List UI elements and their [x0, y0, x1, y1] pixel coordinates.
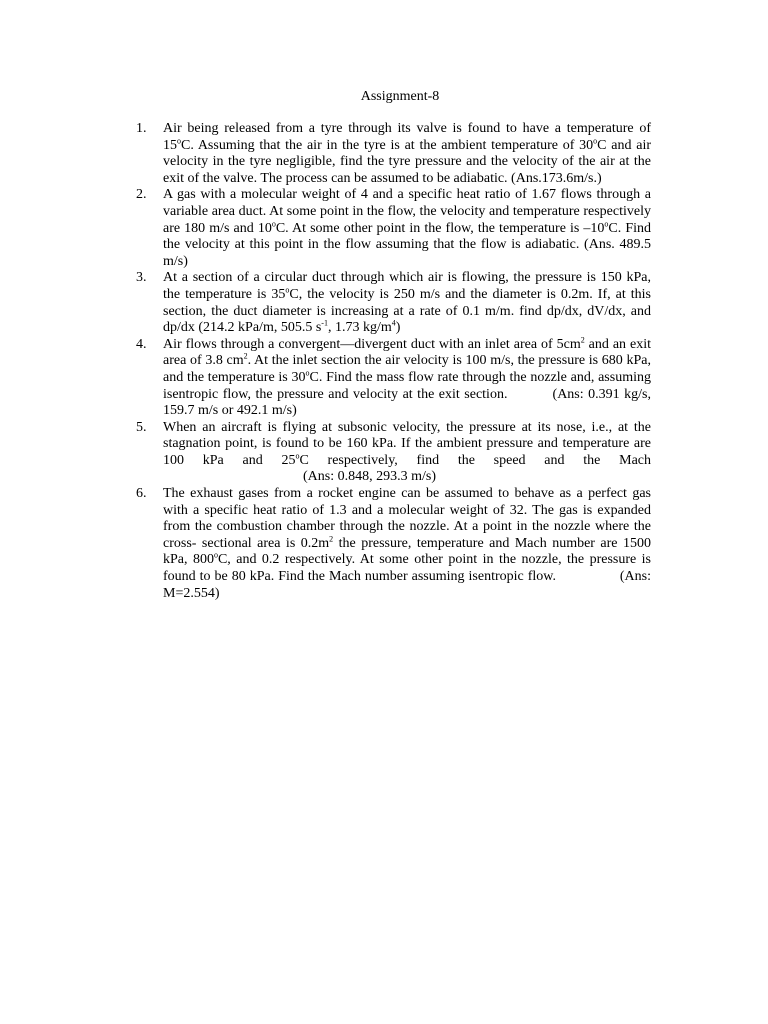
problem-item-6 — [136, 486, 651, 602]
superscript: o — [177, 135, 181, 145]
superscript: -1 — [321, 318, 328, 328]
answer-text: (Ans: 0.848, 293.3 m/s) — [303, 469, 436, 485]
problem-text: When an aircraft is flying at subsonic velocity, the pressure at its nose, i.e., at the stagnation point, is found to be 160 kPa. If the ambient pressure and temperature are 100 kPa and 25$^o$C respectively, find the speed and the Mach (Ans: 0.848, 293.3 m/s) — [163, 419, 651, 485]
answer-text: (Ans: M=2.554) — [163, 569, 651, 601]
problem-number: 6. — [136, 486, 147, 502]
superscript: 2 — [580, 335, 585, 345]
superscript: o — [593, 135, 598, 145]
document-title: Assignment-8 — [360, 89, 440, 104]
problem-number: 1. — [136, 121, 147, 136]
problem-item-3 — [136, 270, 651, 336]
superscript: 4 — [391, 318, 396, 328]
superscript: o — [604, 218, 609, 228]
problem-item-1 — [136, 121, 651, 187]
problem-text: At a section of a circular duct through which air is flowing, the pressure is 150 kPa, the temperature is 35$^o$C, the velocity is 250 m/s and the diameter is 0.2m. If, at this section, the duct diameter is increasing at a rate of 0.1 m/m. find dp/dx, dV/dx, and dp/dx (214.2 kPa/m, 505.5 $s^{-1}$, 1.73 $kg/m^4$) — [163, 270, 651, 336]
superscript: o — [295, 451, 300, 461]
superscript: 2 — [329, 534, 334, 544]
superscript: o — [305, 368, 310, 378]
problem-number: 5. — [136, 419, 147, 435]
problem-item-5 — [136, 420, 651, 486]
problem-number: 4. — [136, 336, 147, 352]
problem-list — [136, 121, 651, 602]
answer-text: (Ans: 0.391 kg/s, 159.7 m/s or 492.1 m/s) — [163, 386, 651, 419]
problem-text: Air flows through a convergent—divergent duct with an inlet area of $5cm^2$ and an exit area of 3.8 $cm^2$. At the inlet section the air velocity is 100 m/s, the pressure is 680 kPa, and the temperature is 30$^o$C. Find the mass flow rate through the nozzle and, assuming isentropic flow, the pressure and velocity at the exit section. (Ans: 0.391 kg/s, 159.7 m/s or 492.1 m/s) — [163, 335, 651, 419]
superscript: o — [285, 285, 290, 295]
superscript: o — [213, 550, 218, 560]
superscript: 2 — [243, 351, 248, 361]
problem-item-2 — [136, 187, 651, 270]
problem-item-4 — [136, 337, 651, 420]
problem-number: 3. — [136, 270, 147, 286]
superscript: o — [271, 218, 276, 228]
problem-text: The exhaust gases from a rocket engine can be assumed to behave as a perfect gas with a specific heat ratio of 1.3 and a molecular weight of 32. The gas is expanded from the combustion chamber through the nozzle. At a point in the nozzle where the cross- sectional area is $0.2m^2$ the pressure, temperature and Mach number are 1500 kPa, 800$^o$C, and 0.2 respectively. At some other point in the nozzle, the pressure is found to be 80 kPa. Find the Mach number assuming isentropic flow. (Ans: M=2.554) — [163, 486, 652, 601]
problem-number: 2. — [136, 187, 147, 203]
problem-text: Air being released from a tyre through its valve is found to have a temperature of 15$^o$C. Assuming that the air in the tyre is at the ambient temperature of 30$^o$C and air velocity in the tyre negligible, find the tyre pressure and the velocity of the air at the exit of the valve. The process can be assumed to be adiabatic. (Ans.173.6m/s.) — [163, 121, 651, 186]
problem-text: A gas with a molecular weight of 4 and a specific heat ratio of 1.67 flows through a variable area duct. At some point in the flow, the velocity and temperature respectively are 180 m/s and 10$^o$C. At some other point in the flow, the temperature is –10$^o$C. Find the velocity at this point in the flow assuming that the flow is adiabatic. (Ans. 489.5 m/s) — [163, 187, 651, 269]
